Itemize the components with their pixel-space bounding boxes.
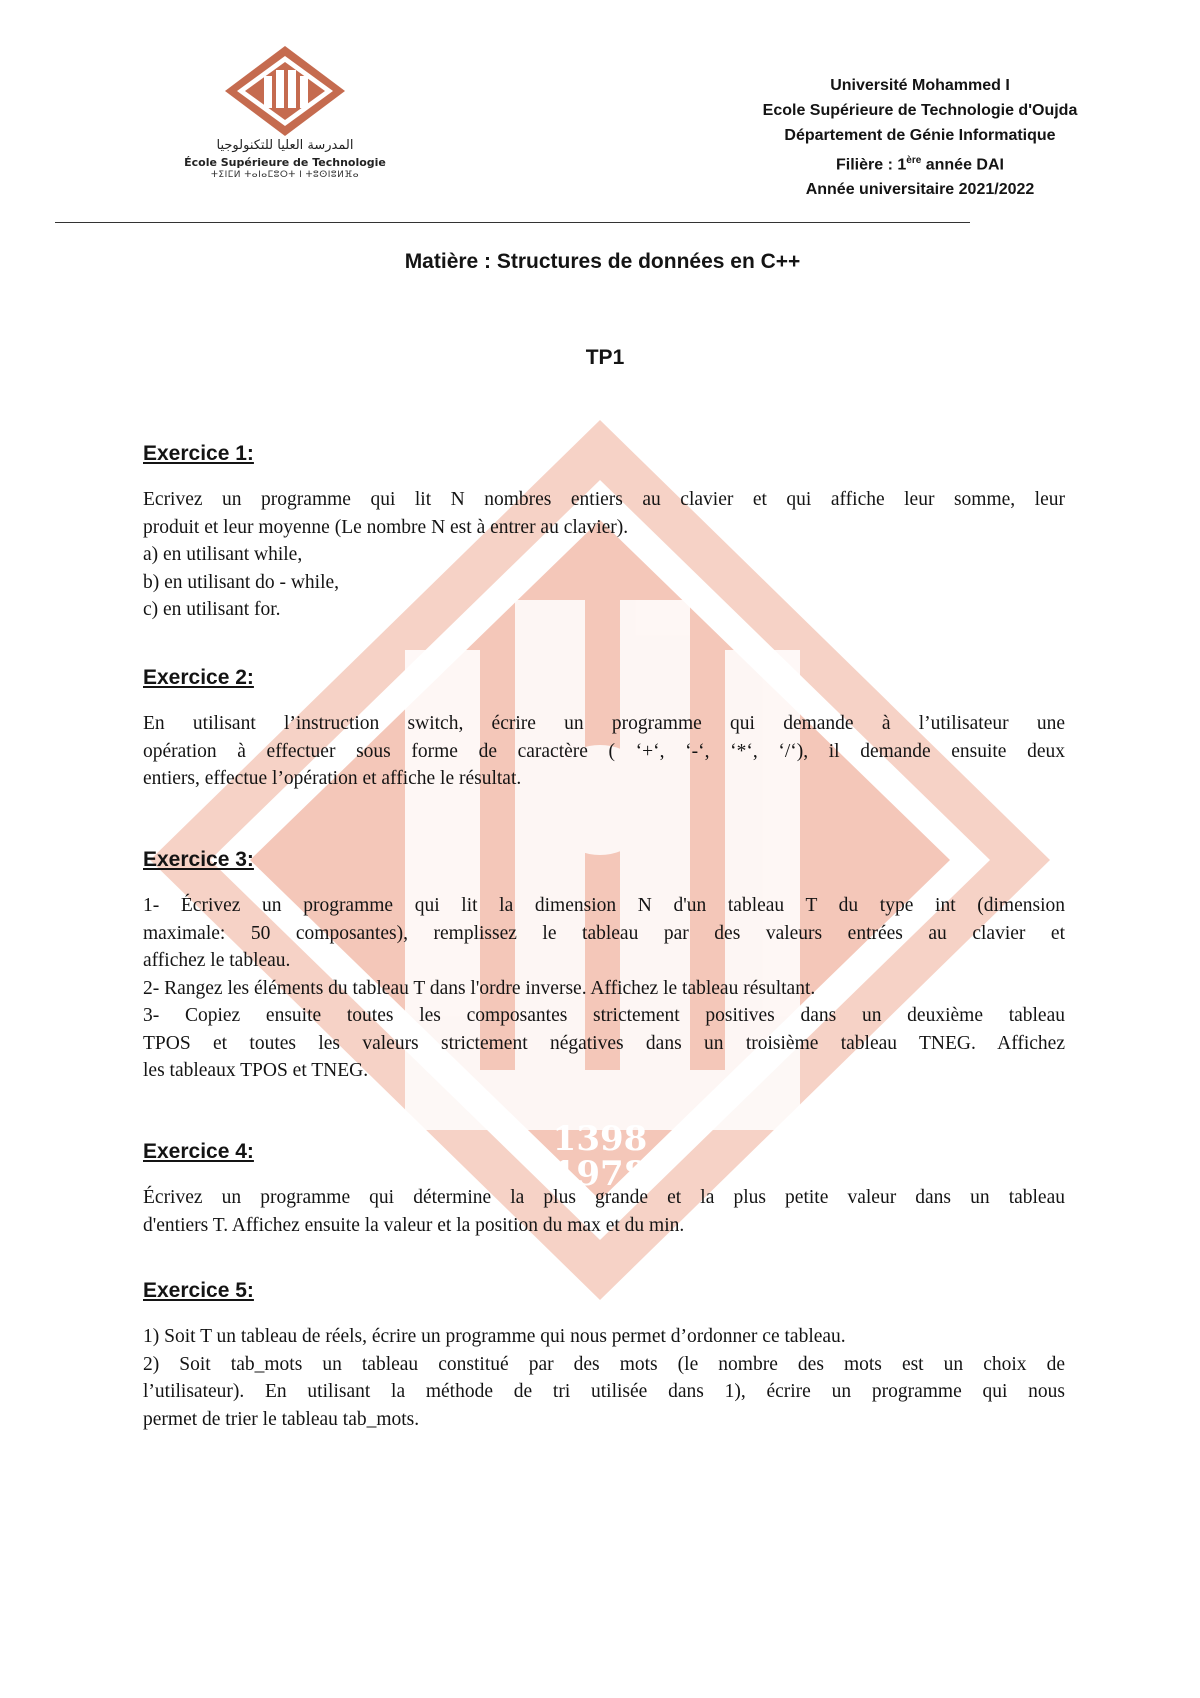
exercise-line: d'entiers T. Affichez ensuite la valeur et la position du max et du min.	[143, 1214, 685, 1236]
exercise-line: entiers, effectue l’opération et affiche le résultat.	[143, 768, 522, 789]
logo-french-text: École Supérieure de Technologie	[184, 156, 386, 169]
exercise-line: a) en utilisant while,	[143, 544, 303, 565]
exercise-line: 2- Rangez les éléments du tableau T dans l'ordre inverse. Affichez le tableau résultant.	[143, 977, 816, 999]
school-logo	[170, 46, 400, 186]
school-name: Ecole Supérieure de Technologie d'Oujda	[762, 102, 1078, 119]
exercise-5-body	[143, 1323, 1065, 1433]
exercise-line: Ecrivez un programme qui lit N nombres entiers au clavier et qui affiche leur somme, leur	[143, 489, 1065, 510]
exercise-1-title: Exercice 1:	[143, 442, 254, 465]
exercise-line: b) en utilisant do - while,	[143, 571, 340, 593]
exercise-line: 2) Soit tab_mots un tableau constitué par des mots (le nombre des mots est un choix de	[143, 1353, 1065, 1375]
exercise-2-body	[143, 710, 1065, 793]
watermark-year-greg: 1978	[552, 1154, 648, 1194]
academic-year: Année universitaire 2021/2022	[805, 181, 1035, 199]
exercise-line: produit et leur moyenne (Le nombre N est à entrer au clavier).	[143, 516, 629, 538]
exercise-1-body	[143, 486, 1065, 624]
filiere-line: Filière : 1ère année DAI	[836, 155, 1004, 174]
exercise-2-title: Exercice 2:	[143, 666, 254, 689]
exercise-line: 1- Écrivez un programme qui lit la dimension N d'un tableau T du type int (dimension	[143, 895, 1065, 916]
subject-title: Matière : Structures de données en C++	[404, 250, 801, 273]
exercise-line: maximale: 50 composantes), remplissez le tableau par des valeurs entrées au clavier et	[143, 922, 1065, 944]
exercise-line: 1) Soit T un tableau de réels, écrire un programme qui nous permet d’ordonner ce tableau.	[143, 1326, 846, 1347]
tp-title: TP1	[585, 346, 625, 369]
exercise-line: affichez le tableau.	[143, 950, 291, 971]
exercise-line: les tableaux TPOS et TNEG.	[143, 1060, 369, 1081]
exercise-line: opération à effectuer sous forme de caractère ( ‘+‘, ‘-‘, ‘*‘, ‘/‘), il demande ensuite deux	[143, 740, 1065, 762]
exercise-3-body	[143, 892, 1065, 1085]
university-name: Université Mohammed I	[830, 77, 1010, 94]
exercise-line: permet de trier le tableau tab_mots.	[143, 1408, 420, 1430]
department-name: Département de Génie Informatique	[784, 127, 1056, 144]
exercise-line: TPOS et toutes les valeurs strictement négatives dans un troisième tableau TNEG. Affichez	[143, 1032, 1065, 1054]
exercise-5-title: Exercice 5:	[143, 1279, 254, 1302]
school-emblem-icon	[220, 46, 350, 136]
exercise-line: c) en utilisant for.	[143, 599, 281, 620]
exercise-4-body	[143, 1184, 1065, 1239]
exercise-4-title: Exercice 4:	[143, 1140, 254, 1163]
institution-header	[700, 73, 1140, 202]
watermark-year-hijri: 1398	[552, 1119, 648, 1159]
exercise-line: 3- Copiez ensuite toutes les composantes strictement positives dans un deuxième tableau	[143, 1005, 1065, 1026]
logo-tifinagh-text: ⵜⵉⵏⵎⵍ ⵜⴰⵏⴰⵎⵓⵔⵜ ⵏ ⵜⵓⵙⵏⵓⵍⴼⴰ	[210, 170, 360, 180]
exercise-line: l’utilisateur). En utilisant la méthode de tri utilisée dans 1), écrire un programme qui nous	[143, 1381, 1065, 1402]
logo-arabic-text: المدرسة العليا للتكنولوجيا	[216, 138, 354, 153]
exercise-3-title: Exercice 3:	[143, 848, 254, 871]
header-divider	[55, 222, 970, 223]
exercise-line: Écrivez un programme qui détermine la plus grande et la plus petite valeur dans un tableau	[143, 1187, 1065, 1208]
exercise-line: En utilisant l’instruction switch, écrire un programme qui demande à l’utilisateur une	[143, 713, 1065, 734]
